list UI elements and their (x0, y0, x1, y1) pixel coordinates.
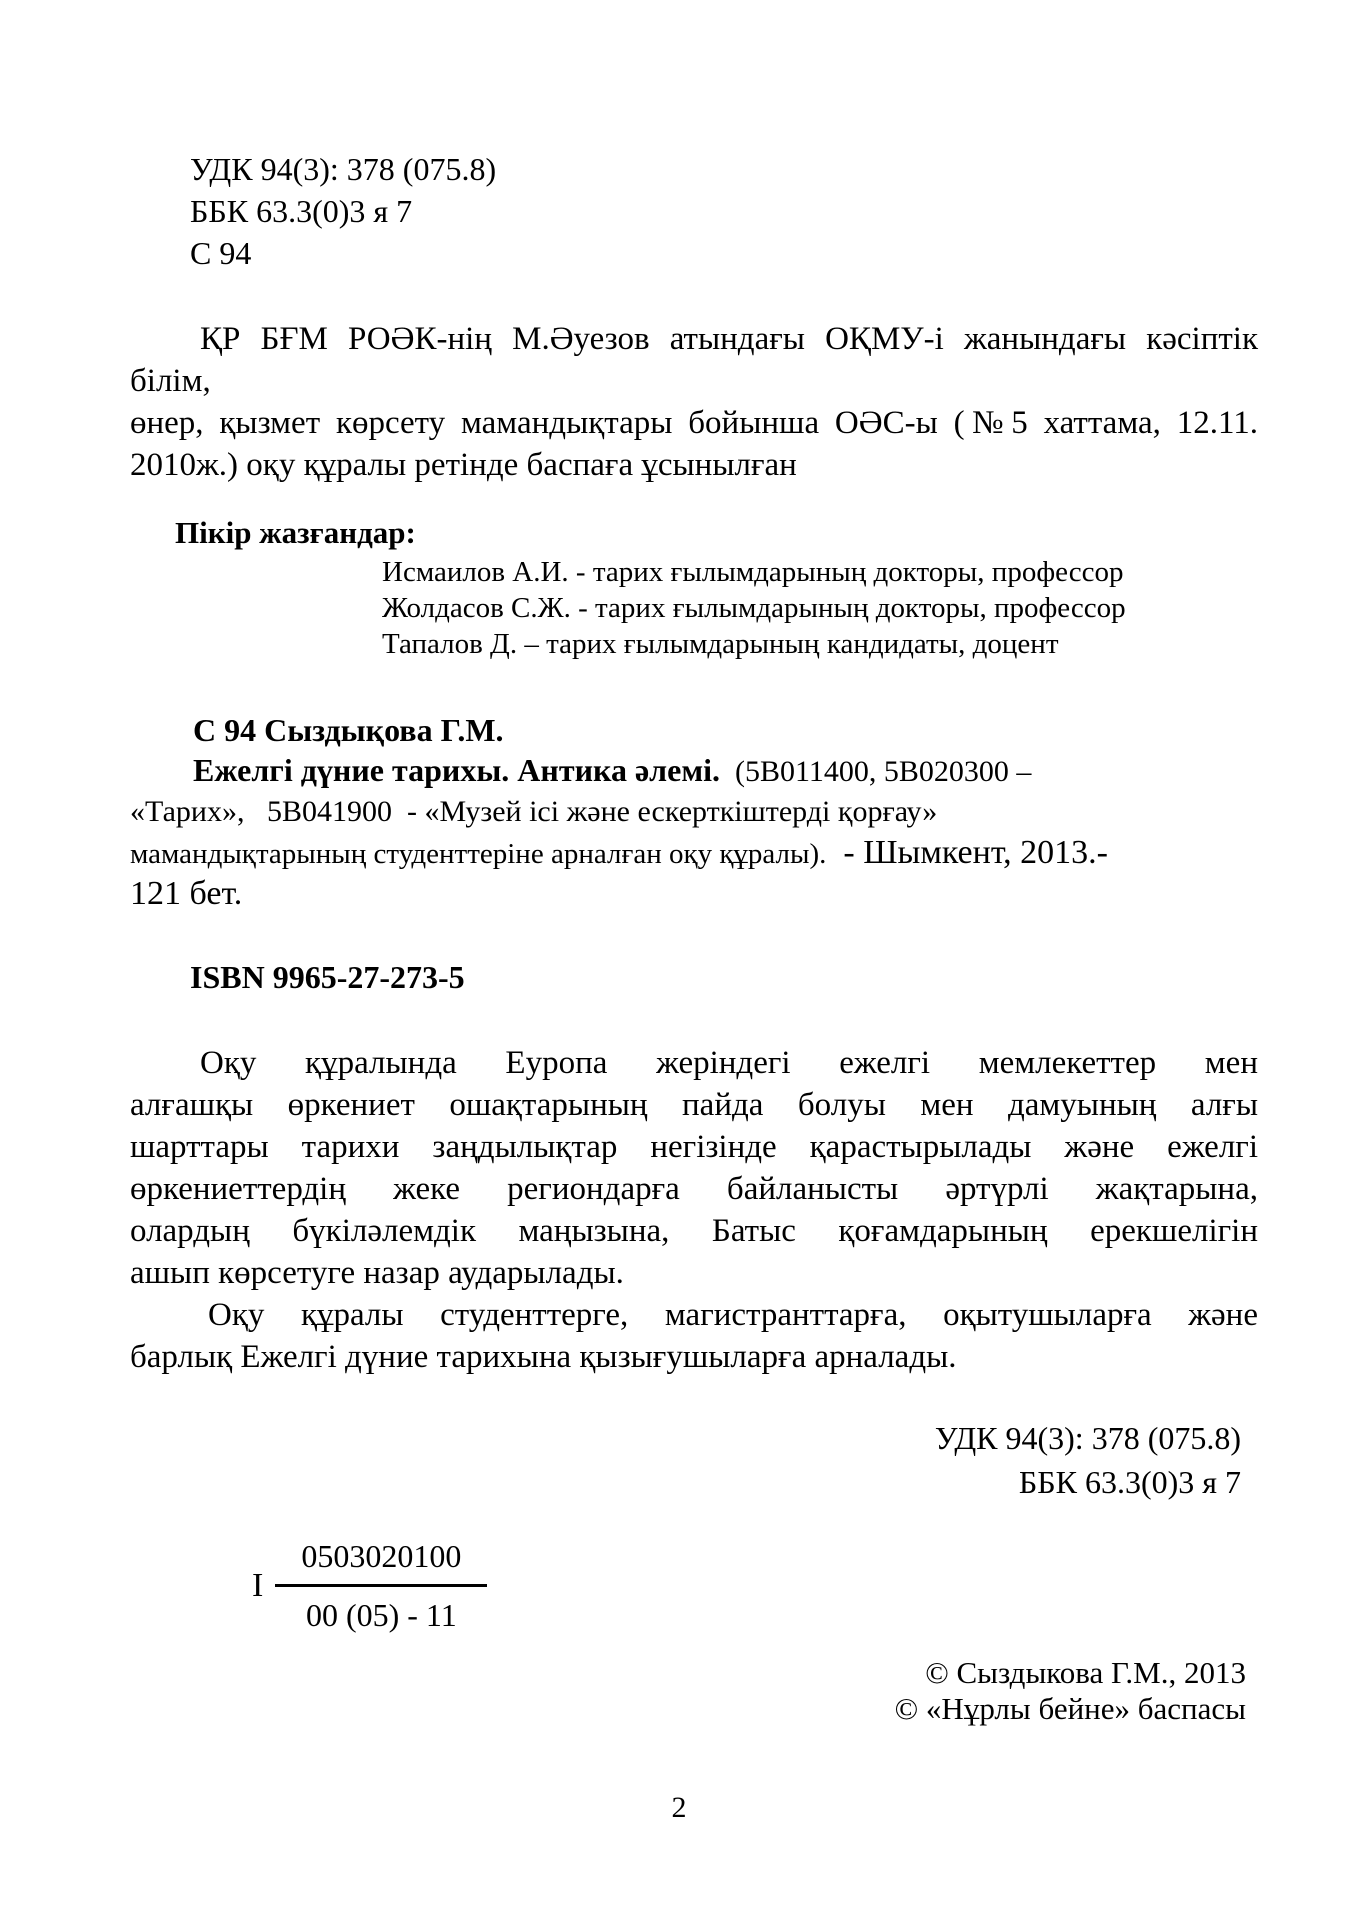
approval-paragraph (130, 318, 1258, 486)
paragraph-line: Оқу құралы студенттерге, магистранттарға, оқытушыларға және (208, 1297, 1258, 1333)
paragraph-line: ашып көрсетуге назар аударылады. (130, 1255, 624, 1291)
reviewers-list (382, 554, 1258, 662)
citation-page-count: 121 бет. (130, 875, 243, 912)
author-sign-code: С 94 (190, 235, 252, 271)
reviewer-line: Жолдасов С.Ж. - тарих ғылымдарының докторы, профессор (382, 592, 1126, 624)
annotation-paragraph (130, 1042, 1258, 1294)
index-denominator: 00 (05) - 11 (305, 1597, 457, 1633)
citation-specialty-codes: (5В011400, 5В020300 – (720, 755, 1032, 788)
paragraph-line: шарттары тарихи заңдылықтар негізінде қарастырылады және ежелгі (130, 1129, 1258, 1165)
copyright-block (130, 1655, 1258, 1727)
paragraph-line: алғашқы өркениет ошақтарының пайда болуы мен дамуының алғы (130, 1087, 1258, 1123)
classification-index (252, 1534, 1258, 1637)
citation-city-year: - Шымкент, 2013.- (826, 834, 1108, 871)
citation-block (130, 710, 1258, 914)
bbk-code: ББК 63.3(0)3 я 7 (190, 193, 413, 229)
bibliographic-codes-bottom (130, 1416, 1258, 1504)
bbk-code-bottom: ББК 63.3(0)3 я 7 (1018, 1464, 1241, 1500)
index-fraction (275, 1534, 487, 1637)
fraction-bar (275, 1584, 487, 1587)
reviewer-line: Исмаилов А.И. - тарих ғылымдарының докторы, профессор (382, 556, 1124, 588)
paragraph-line: ҚР БҒМ РОӘК-нің М.Әуезов атындағы ОҚМУ-і жанындағы кәсіптік білім, (130, 321, 1258, 399)
citation-title: Ежелгі дүние тарихы. Антика әлемі. (193, 752, 720, 788)
udk-code-bottom: УДК 94(3): 378 (075.8) (934, 1420, 1241, 1456)
index-prefix: I (252, 1566, 264, 1604)
bibliographic-codes-top (190, 148, 1258, 274)
copyright-publisher: © «Нұрлы бейне» баспасы (894, 1691, 1246, 1726)
paragraph-line: олардың бүкіләлемдік маңызына, Батыс қоғамдарының ерекшелігін (130, 1213, 1258, 1249)
page-number: 2 (671, 1791, 687, 1824)
citation-specialties: «Тарих», 5В041900 - «Музей ісі және ескерткіштерді қорғау» (130, 795, 938, 828)
citation-audience: мамандықтарының студенттеріне арналған оқу құралы). (130, 838, 827, 870)
paragraph-line: барлық Ежелгі дүние тарихына қызығушыларға арналады. (130, 1339, 957, 1375)
index-numerator: 0503020100 (301, 1538, 462, 1574)
citation-imprint-line (130, 832, 1258, 874)
paragraph-line: өнер, қызмет көрсету мамандықтары бойынша ОӘС-ы (№5 хаттама, 12.11. (130, 405, 1258, 441)
audience-paragraph (130, 1294, 1258, 1378)
copyright-author: © Сыздыкова Г.М., 2013 (925, 1655, 1246, 1690)
citation-title-line (193, 750, 1258, 792)
isbn: ISBN 9965-27-273-5 (190, 959, 465, 995)
paragraph-line: Оқу құралында Еуропа жеріндегі ежелгі мемлекеттер мен (200, 1045, 1258, 1081)
reviewers-heading: Пікір жазғандар: (175, 515, 416, 550)
paragraph-line: 2010ж.) оқу құралы ретінде баспаға ұсынылған (130, 447, 797, 483)
paragraph-line: өркениеттердің жеке региондарға байланысты әртүрлі жақтарына, (130, 1171, 1258, 1207)
udk-code: УДК 94(3): 378 (075.8) (190, 151, 497, 187)
citation-author: С 94 Сыздықова Г.М. (193, 712, 504, 748)
reviewer-line: Тапалов Д. – тарих ғылымдарының кандидаты, доцент (382, 628, 1059, 660)
